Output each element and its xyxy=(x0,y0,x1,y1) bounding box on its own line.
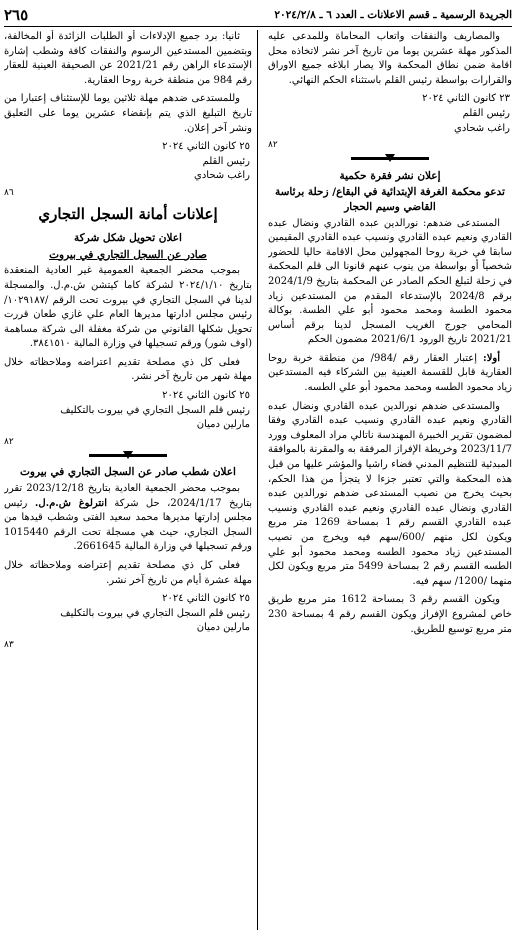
ad-number: ٨٢ xyxy=(268,140,278,151)
signature-date: ٢٥ كانون الثاني ٢٠٢٤ xyxy=(162,593,250,605)
ad-number: ٨٢ xyxy=(4,436,14,447)
signature-date: ٢٥ كانون الثاني ٢٠٢٤ xyxy=(162,141,250,153)
intro-paragraph: والمصاريف والنفقات واتعاب المحاماة وللمدعى عليه المذكور مهلة عشرين يوما من تاريخ آخر نشر لاتخاذه محل اقامة ضمن نطاق المحكمة والا يصار ابلاغه جميع الاوراق والقرارات بواسطة رئيس القلم باستثناء الحكم النهائي. xyxy=(268,31,512,86)
signature-title: رئيس قلم السجل التجاري في بيروت بالتكليف xyxy=(60,404,250,416)
signature-name: مارلين دميان xyxy=(196,419,250,431)
ad-text: بموجب محضر الجمعية العادية بتاريخ 2023/12/18 تقرر بتاريخ 2024/1/17، حل شركة xyxy=(4,483,252,509)
signature-name: راغب شحادي xyxy=(194,170,250,182)
page-header xyxy=(4,4,512,27)
clause-lead: أولا: xyxy=(483,352,501,364)
signature-name: راغب شحادي xyxy=(454,122,510,134)
appeal-deadline-paragraph: وللمستدعى ضدهم مهلة ثلاثين يوما للإستئناف إعتبارا من تاريخ التبليغ الذي يتم بإنقضاء عشرين يوما على التعليق ونشر آخر إعلان. xyxy=(4,93,252,134)
signature-name: مارلين دميان xyxy=(196,622,250,634)
ad-paragraph: بموجب محضر الجمعية العمومية غير العادية المنعقدة بتاريخ ٢٠٢٤/١/١٠ لشركة كاما كيتشن ش.م.ل. والمسجلة لدينا في السجل التجاري في بيروت تحت الرقم /١٠٢٩١٨٧/ رئيس مجلس ادارتها مديرها العام علي غازي طعان قررت تحويل شكلها القانوني من شركة مغفلة الى شركة مساهمة (اوف شور) ورقم تسجيلها في وزارة المالية ٣٨٤١٥١٠. xyxy=(4,265,252,350)
ad-subtitle: صادر عن السجل التجاري في بيروت xyxy=(49,248,207,261)
right-column xyxy=(268,30,512,930)
separator-ornament xyxy=(268,155,512,163)
ad-number: ٨٣ xyxy=(4,639,14,650)
company-name: انترلوغ ش.م.ل. xyxy=(34,497,107,509)
section-title: إعلانات أمانة السجل التجاري xyxy=(38,204,218,223)
ad-paragraph-first-clause xyxy=(268,352,512,396)
ad-title: اعلان شطب صادر عن السجل التجاري في بيروت xyxy=(20,466,236,479)
ad-paragraph: والمستدعى ضدهم نورالدين عبده القادري ونضال عبده القادري ونعيم عبده القادري ونسيب عبده القادري وفقا لمضمون تقرير الخبيرة المهندسة ناتالي مراد المعلوف وورد 2023/11/7 وخريطة الإفراز المرفقة به والمقرنة بالموافقة المبدئية للتنظيم المدني قضاء راشيا والمؤشر عليها من قبل هذه المحكمة والتي تعتبر جزءا لا يتجزأ من هذا الحكم، بحيث يخرج من نصيب المستدعى ضدهم نورالدين عبده القادري ونضال عبده القادري ونعيم عبده القادري ونسيب عبده القادري القسم رقم 1 بمساحة 1269 متر مربع ويكون لكل منهم /600/سهم فيه ويخرج من نصيب المستدعين زياد محمود الطسه ومحمد محمود أبو علي الطسه القسم رقم 2 بمساحة 5499 متر مربع ويكون لكل منهما /1200/ سهم فيه. xyxy=(268,400,512,587)
ad-paragraph: ويكون القسم رقم 3 بمساحة 1612 متر مربع طريق خاص لمشروع الإفراز ويكون القسم رقم 4 بمساحة 230 متر مربع توسيع للطريق. xyxy=(268,594,512,635)
separator-ornament xyxy=(4,451,252,459)
signature-title: رئيس قلم السجل التجاري في بيروت بالتكليف xyxy=(60,607,250,619)
ad-paragraph: فعلى كل ذي مصلحة تقديم اعتراضه وملاحظاته خلال مهلة شهر من تاريخ آخر نشر. xyxy=(4,356,252,383)
ad-title: إعلان نشر فقرة حكمية xyxy=(339,169,441,182)
signature-title: رئيس القلم xyxy=(202,155,250,167)
ad-paragraph: المستدعى ضدهم: نورالدين عبده القادري ونضال عبده القادري ونعيم عبده القادري ونسيب عبده القادري المقيمين سابقا في خربة روحا المجهولين محل الاقامة حاليا للحضور شخصياً أو بواسطة من ينوب عنهم قانونا الى قلم المحكمة في زحلة لتبلغ الحكم الصادر عن المحكمة بتاريخ 2024/1/9 برقم 2024/8 بالإستدعاء المقدم من المستدعين زياد محمود الطسة ومحمد محمود أبو علي الطسة. بوكالة المحامي جورج الغريب المسجل لدينا برقم أساس 2021/21 تاريخ الورود 2021/6/1 مضمون الحكم xyxy=(268,217,512,346)
ad-paragraph xyxy=(4,482,252,555)
signature-date: ٢٥ كانون الثاني ٢٠٢٤ xyxy=(162,390,250,402)
clause-text: إعتبار العقار رقم /984/ من منطقة خربة روحا العقارية قابل للقسمة العينية بين الشركاء فيه المستدعين زياد محمود الطسه ومحمد محمود أبو علي الطسه. xyxy=(268,352,512,394)
ad-title: اعلان تحويل شكل شركة xyxy=(74,232,182,245)
left-column xyxy=(4,30,252,930)
ad-paragraph-second-clause: ثانيا: برد جميع الإدلاءات أو الطلبات الزائدة أو المخالفة، وبتضمين المستدعين الرسوم والنفقات كافة وشطب إشارة الإستدعاء الراهن رقم 2021/21 عن الصحيفة العينية للعقار رقم 984 من منطقة خربة روحا العقارية. xyxy=(4,31,252,86)
gazette-header-title: الجريدة الرسمية ـ قسم الاعلانات ـ العدد ٦ ـ ٢٠٢٤/٢/٨ xyxy=(274,8,512,21)
ad-subtitle: تدعو محكمة الغرفة الإبتدائية في البقاع/ زحلة برئاسة القاضي وسيم الحجار xyxy=(275,186,505,213)
page-number: ٢٦٥ xyxy=(4,5,29,24)
signature-date: ٢٣ كانون الثاني ٢٠٢٤ xyxy=(422,93,510,105)
ad-paragraph: فعلى كل ذي مصلحة تقديم إعتراضه وملاحظاته خلال مهلة عشرة أيام من تاريخ آخر نشر. xyxy=(4,560,252,586)
ad-number: ٨٦ xyxy=(4,187,14,198)
column-divider xyxy=(257,30,258,930)
signature-title: رئيس القلم xyxy=(462,107,510,119)
ad-text: رئيس مجلس إدارتها مديرها محمد سعيد الفتى وشطب قيدها من السجل التجاري، حيث هي مسجلة تحت الرقم 1015440 ورقم تسجيلها في وزارة المالية 2661645. xyxy=(4,497,252,553)
